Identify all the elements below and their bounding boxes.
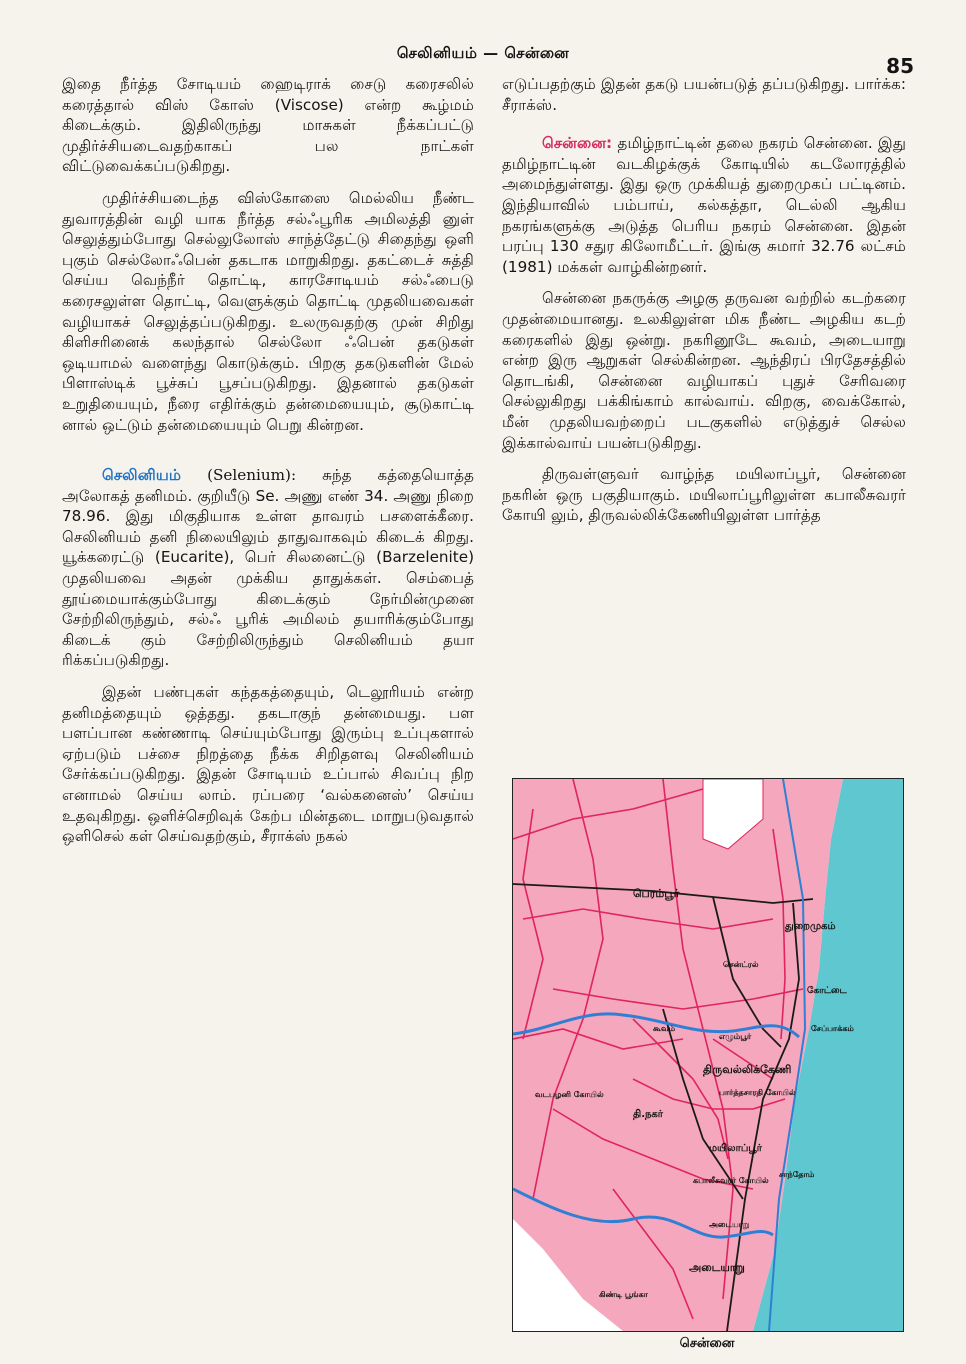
map-label-egmore: எழும்பூர் <box>719 1032 752 1041</box>
xerox-continuation-paragraph: எடுப்பதற்கும் இதன் தகடு பயன்படுத் தப்படுகிறது. பார்க்க: சீராக்ஸ். <box>502 75 906 114</box>
cellophane-paragraph: முதிர்ச்சியடைந்த விஸ்கோஸை மெல்லிய நீண்ட துவாரத்தின் வழி யாக நீர்த்த சல்ஃபூரிக அமிலத்தி னுள் செலுத்தும்போது செல்லுலோஸ் சாந்த்தேட்டு சிதைந்து ஒளி புகும் செல்லோஃபென் தகடாக மாறுகிறது. தகட்டைச் சுத்தி செய்ய வெந்நீர் தொட்டி, காரசோடியம் சல்ஃபைடு கரைசலுள்ள தொட்டி, வெளுக்கும் தொட்டி முதலியவைகள் வழியாகச் செலுத்தப்படுகிறது. உலருவதற்கு முன் சிறிது கிளிசரினைக் கலந்தால் செல்லோ ஃபென் தகடுகள் ஒடியாமல் வளைந்து கொடுக்கும். பிறகு தகடுகளின் மேல் பிளாஸ்டிக் பூச்சுப் பூசப்படுகிறது. இதனால் தகடுகள் உறுதியையும், நீரை எதிர்க்கும் தன்மையையும், சூடுகாட்டி னால் ஒட்டும் தன்மையையும் பெறு கின்றன. <box>62 188 474 434</box>
left-column <box>62 74 474 858</box>
map-label-koovam: கூவம் <box>653 1024 676 1033</box>
map-label-guindy: கிண்டி பூங்கா <box>599 1290 648 1299</box>
selenium-properties-paragraph: இதன் பண்புகள் கந்தகத்தையும், டெலூரியம் என்ற தனிமத்தையும் ஒத்தது. தகடாகுந் தன்மையது. பள பளப்பான கண்ணாடி செய்யும்போது இரும்பு உப்புகளால் ஏற்படும் பச்சை நிறத்தை நீக்க சிறிதளவு செலினியம் சேர்க்கப்படுகிறது. இதன் சோடியம் உப்பால் சிவப்பு நிற எனாமல் செய்ய லாம். ரப்பரை ‘வல்கனைஸ்’ செய்ய உதவுகிறது. ஒளிச்செறிவுக் கேற்ப மின்தடை மாறுபடுவதால் ஒளிசெல் கள் செய்வதற்கும், சீராக்ஸ் நகல் <box>62 683 474 846</box>
running-title: செலினியம் — சென்னை <box>396 44 570 62</box>
map-label-kapaleeswarar: கபாலீசுவரர் கோயில் <box>693 1176 769 1185</box>
chennai-beach-paragraph: சென்னை நகருக்கு அழகு தருவன வற்றில் கடற்கரை முதன்மையானது. உலகிலுள்ள மிக நீண்ட அழகிய கடற் கரைகளில் இது ஒன்று. நகரினூடே கூவம், அடையாறு என்ற இரு ஆறுகள் செல்கின்றன. ஆந்திரப் பிரதேசத்தில் தொடங்கி, சென்னை வழியாகப் புதுச் சேரிவரை செல்லுகிறது பக்கிங்காம் கால்வாய். விறகு, வைக்கோல், மீன் முதலியவற்றைப் படகுகளில் எடுத்துச் செல்ல இக்கால்வாய் பயன்படுகிறது. <box>502 289 906 452</box>
chennai-map <box>512 778 904 1332</box>
chennai-entry-text: தமிழ்நாட்டின் தலை நகரம் சென்னை. இது தமிழ்நாட்டின் வடகிழக்குக் கோடியில் கடலோரத்தில் அமைந்துள்ளது. இது ஒரு முக்கியத் துறைமுகப் பட்டினம். இந்தியாவில் பம்பாய், கல்கத்தா, டெல்லி ஆகிய நகரங்களுக்கு அடுத்த பெரிய நகரம் சென்னை. இதன் பரப்பு 130 சதுர கிலோமீட்டர். இங்கு சுமார் 32.76 லட்சம் (1981) மக்கள் வாழ்கின்றனர். <box>502 134 907 276</box>
map-label-parthasarathy: பார்த்தசாரதி கோயில் <box>719 1088 796 1097</box>
selenium-entry-text: சுந்த கத்தையொத்த அலோகத் தனிமம். குறியீடு Se. அணு எண் 34. அணு நிறை 78.96. இது மிகுதியாக உள்ள தாவரம் பசளைக்கீரை. செலினியம் தனி நிலையிலும் தாதுவாகவும் கிடைக் கிறது. யூக்கரைட்டு (Eucarite), பெர் சிலனைட்டு (Barzelenite) முதலியவை அதன் முக்கிய தாதுக்கள். செம்பைத் தூய்மையாக்கும்போது கிடைக்கும் நேர்மின்முனை சேற்றிலிருந்தும், சல்ஃ பூரிக் அமிலம் தயாரிக்கும்போது கிடைக் கும் சேற்றிலிருந்தும் செலினியம் தயா ரிக்கப்படுகிறது. <box>62 466 474 670</box>
page-number: 85 <box>886 54 914 78</box>
chennai-mylapore-paragraph: திருவள்ளுவர் வாழ்ந்த மயிலாப்பூர், சென்னை நகரின் ஒரு பகுதியாகும். மயிலாப்பூரிலுள்ள கபாலீசுவரர் கோயி லும், திருவல்லிக்கேணியிலுள்ள பார்த்த <box>502 465 906 525</box>
selenium-entry-paragraph <box>62 465 474 671</box>
map-label-triplicane: திருவல்லிக்கேணி <box>703 1063 792 1076</box>
selenium-latin-name: (Selenium): <box>207 466 297 485</box>
map-label-central: சென்ட்ரல் <box>723 960 759 969</box>
map-label-vadapalani: வடபழனி கோயில் <box>535 1090 604 1099</box>
viscose-paragraph: இதை நீர்த்த சோடியம் ஹைடிராக் சைடு கரைசலில் கரைத்தால் விஸ் கோஸ் (Viscose) என்ற கூழ்மம் கிடைக்கும். இதிலிருந்து மாசுகள் நீக்கப்பட்டு முதிர்ச்சியடைவதற்காகப் பல நாட்கள் விட்டுவைக்கப்படுகிறது. <box>62 75 474 176</box>
map-label-santhome: சாந்தோம் <box>779 1170 815 1179</box>
map-label-mylapore: மயிலாப்பூர் <box>709 1143 762 1154</box>
chennai-map-graphic <box>513 779 903 1331</box>
map-label-harbour: துறைமுகம் <box>785 921 836 932</box>
map-label-adyar-river: அடையாறு <box>709 1220 750 1229</box>
map-label-tnagar: தி.நகர் <box>633 1109 664 1120</box>
chennai-entry-paragraph <box>502 133 906 277</box>
map-label-chepauk: சேப்பாக்கம் <box>811 1024 854 1033</box>
map-caption: சென்னை <box>679 1336 735 1351</box>
map-label-fort: கோட்டை <box>807 986 847 996</box>
map-label-adyar: அடையாறு <box>689 1261 745 1274</box>
right-column <box>502 74 906 537</box>
selenium-entry-heading: செலினியம் <box>102 466 182 485</box>
map-label-perambur: பெரம்பூர் <box>633 887 680 900</box>
chennai-entry-heading: சென்னை: <box>542 134 613 153</box>
